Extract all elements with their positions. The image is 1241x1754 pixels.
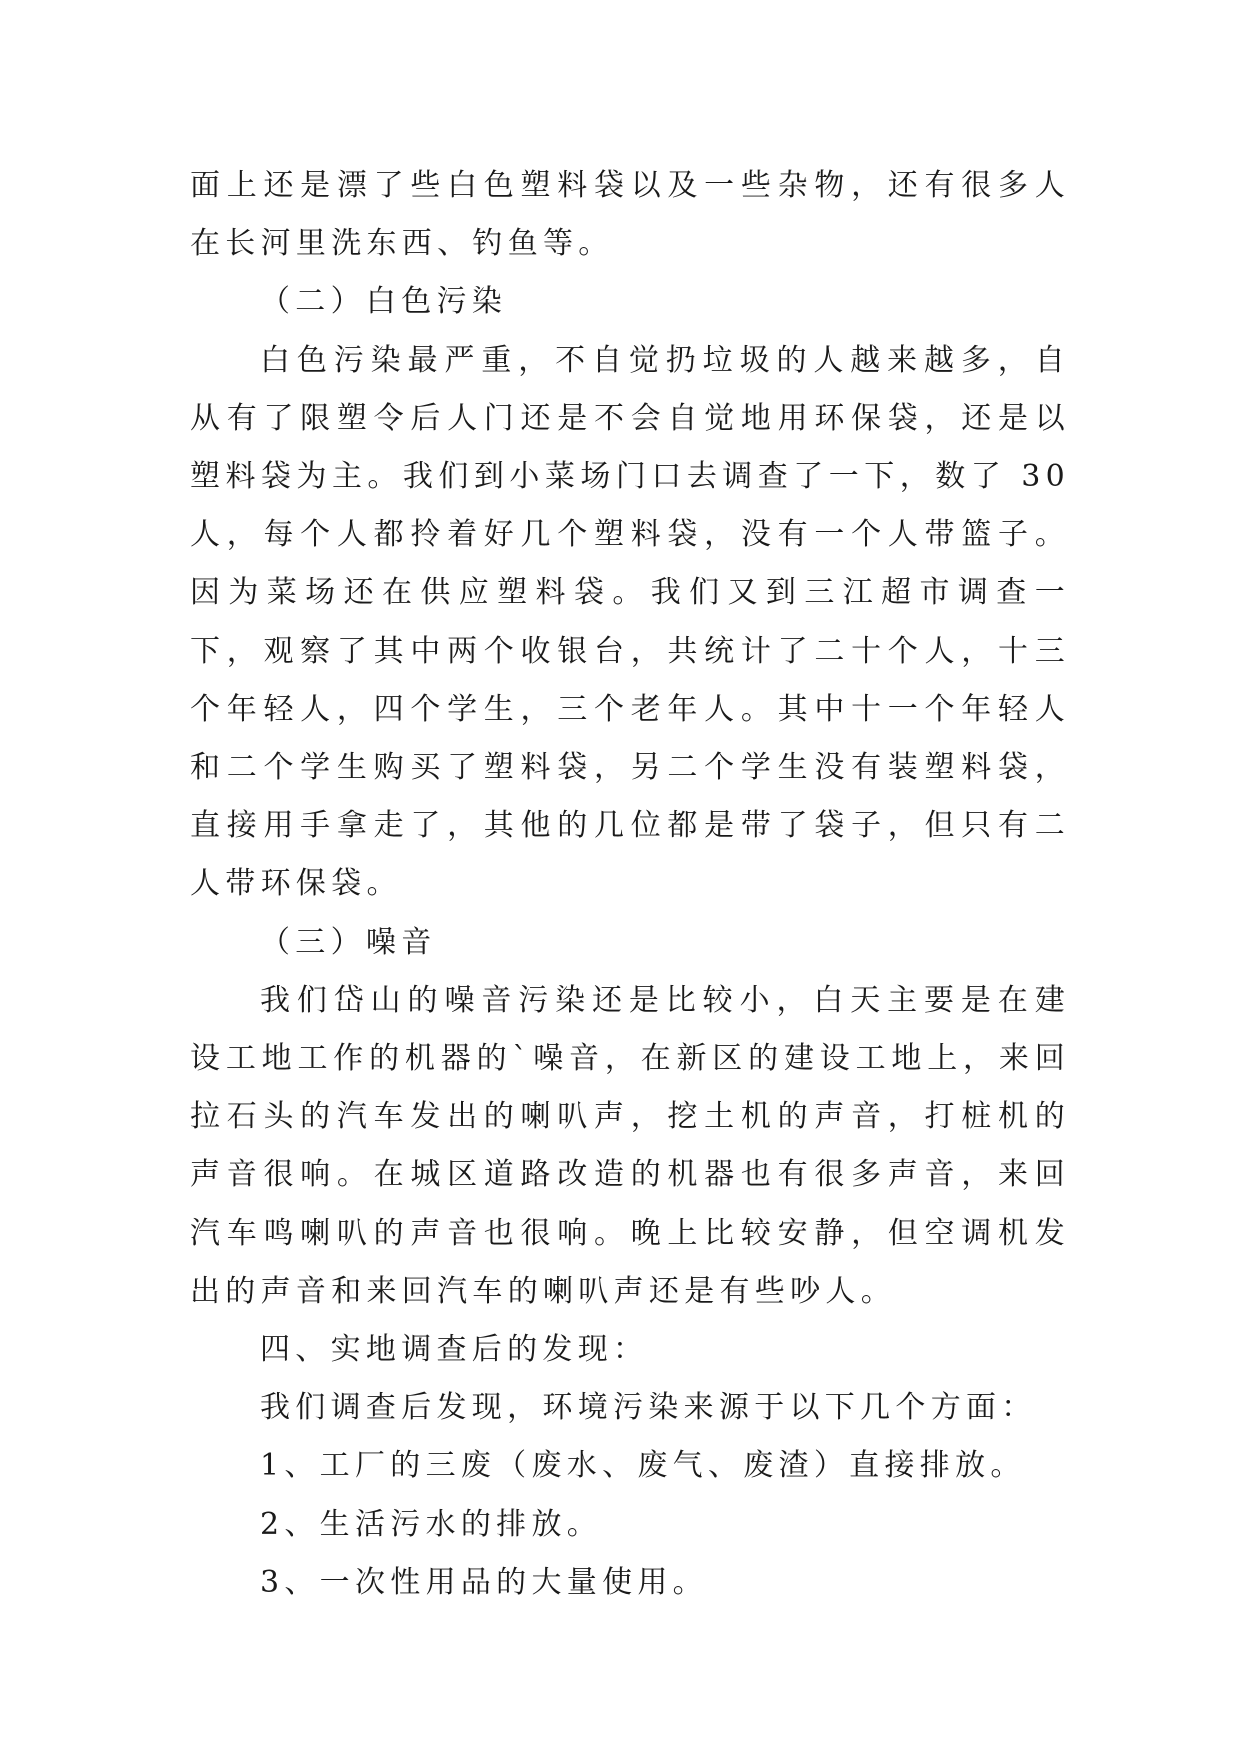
list-item-sewage: 2、生活污水的排放。 xyxy=(260,1506,603,1542)
section-heading-findings: 四、实地调查后的发现： xyxy=(260,1332,649,1368)
list-item-factory-waste: 1、工厂的三废（废水、废气、废渣）直接排放。 xyxy=(260,1448,1026,1484)
paragraph-white-pollution: 白色污染最严重，不自觉扔垃圾的人越来越多，自从有了限塑令后人门还是不会自觉地用环保袋，还是以塑料袋为主。我们到小菜场门口去调查了一下，数了 30 人，每个人都拎着好几个塑料袋，没有一个人带篮子。因为菜场还在供应塑料袋。我们又到三江超市调查一下，观察了其中两个收银台，共统计了二十个人，十三个年轻人，四个学生，三个老年人。其中十一个年轻人和二个学生购买了塑料袋，另二个学生没有装塑料袋，直接用手拿走了，其他的几位都是带了袋子，但只有二人带环保袋。 xyxy=(190,342,1070,902)
section-heading-white-pollution: （二）白色污染 xyxy=(260,284,508,320)
section-heading-noise: （三）噪音 xyxy=(260,924,437,960)
list-item-disposables: 3、一次性用品的大量使用。 xyxy=(260,1564,708,1600)
paragraph-river-continued: 面上还是漂了些白色塑料袋以及一些杂物，还有很多人在长河里洗东西、钓鱼等。 xyxy=(190,168,1070,262)
document-body xyxy=(190,157,1070,1612)
paragraph-noise: 我们岱山的噪音污染还是比较小，白天主要是在建设工地工作的机器的`噪音，在新区的建设工地上，来回拉石头的汽车发出的喇叭声，挖土机的声音，打桩机的声音很响。在城区道路改造的机器也有很多声音，来回汽车鸣喇叭的声音也很响。晚上比较安静，但空调机发出的声音和来回汽车的喇叭声还是有些吵人。 xyxy=(190,982,1070,1309)
paragraph-findings-intro: 我们调查后发现，环境污染来源于以下几个方面： xyxy=(260,1390,1037,1426)
